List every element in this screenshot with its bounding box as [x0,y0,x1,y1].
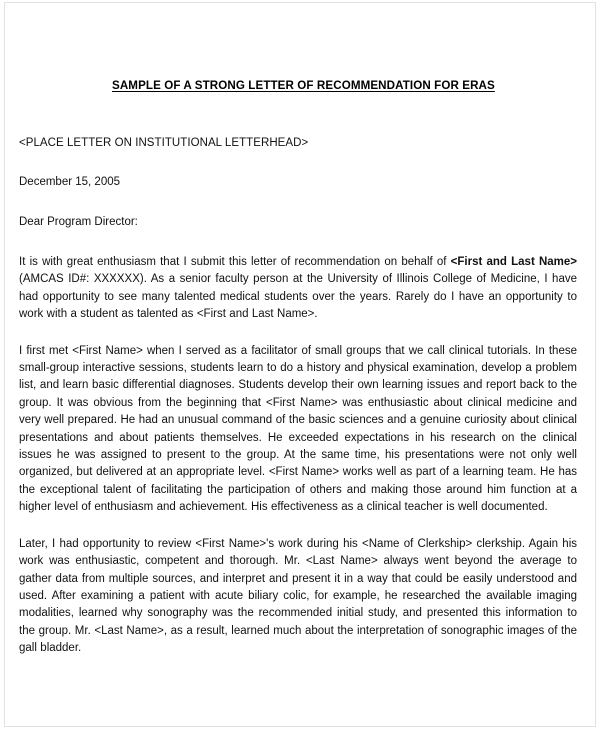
document-page [4,2,596,727]
paragraph-1-text-before-name: It is with great enthusiasm that I submit this letter of recommendation on behalf of [19,256,451,268]
letter-paragraph-2: I first met <First Name> when I served as a facilitator of small groups that we call clinical tutorials. In these small-group interactive sessions, students learn to do a history and physical examination, develop a problem list, and learn basic differential diagnoses. Students develop their own learning issues and report back to the group. It was obvious from the beginning that <First Name> was enthusiastic about clinical medicine and very well prepared. He had an unusual command of the basic sciences and a genuine curiosity about clinical presentations and about patients themselves. He exceeded expectations in his research on the clinical issues he was assigned to present to the group. At the same time, his presentations were not only well organized, but delivered at an appropriate level. <First Name> works well as part of a learning team. He has the exceptional talent of facilitating the participation of others and making those around him function at a higher level of enthusiasm and achievement. His effectiveness as a clinical teacher is well documented. [19,344,577,514]
letter-paragraph-3: Later, I had opportunity to review <First Name>'s work during his <Name of Clerkship> clerkship. Again his work was enthusiastic, competent and thorough. Mr. <Last Name> always went beyond the average to gather data from multiple sources, and interpret and present it in a way that could be easily understood and used. After examining a patient with acute biliary colic, for example, he researched the available imaging modalities, learned why sonography was the recommended initial study, and presented this information to the group. Mr. <Last Name>, as a result, learned much about the interpretation of sonographic images of the gall bladder. [19,537,577,655]
letterhead-placeholder: <PLACE LETTER ON INSTITUTIONAL LETTERHEAD> [19,137,309,149]
document-title: SAMPLE OF A STRONG LETTER OF RECOMMENDATION FOR ERAS [112,79,495,92]
letter-date: December 15, 2005 [19,176,121,188]
paragraph-1-candidate-name: <First and Last Name> [450,256,578,268]
paragraph-1-text-after-name: (AMCAS ID#: XXXXXX). As a senior faculty person at the University of Illinois College of Medicine, I have had opportunity to see many talented medical students over the years. Rarely do I have an opportunity to work with a student as talented as <First and Last Name>. [19,273,577,321]
document-content [19,3,577,658]
letter-paragraph-1 [19,228,577,324]
letter-salutation: Dear Program Director: [19,216,138,228]
